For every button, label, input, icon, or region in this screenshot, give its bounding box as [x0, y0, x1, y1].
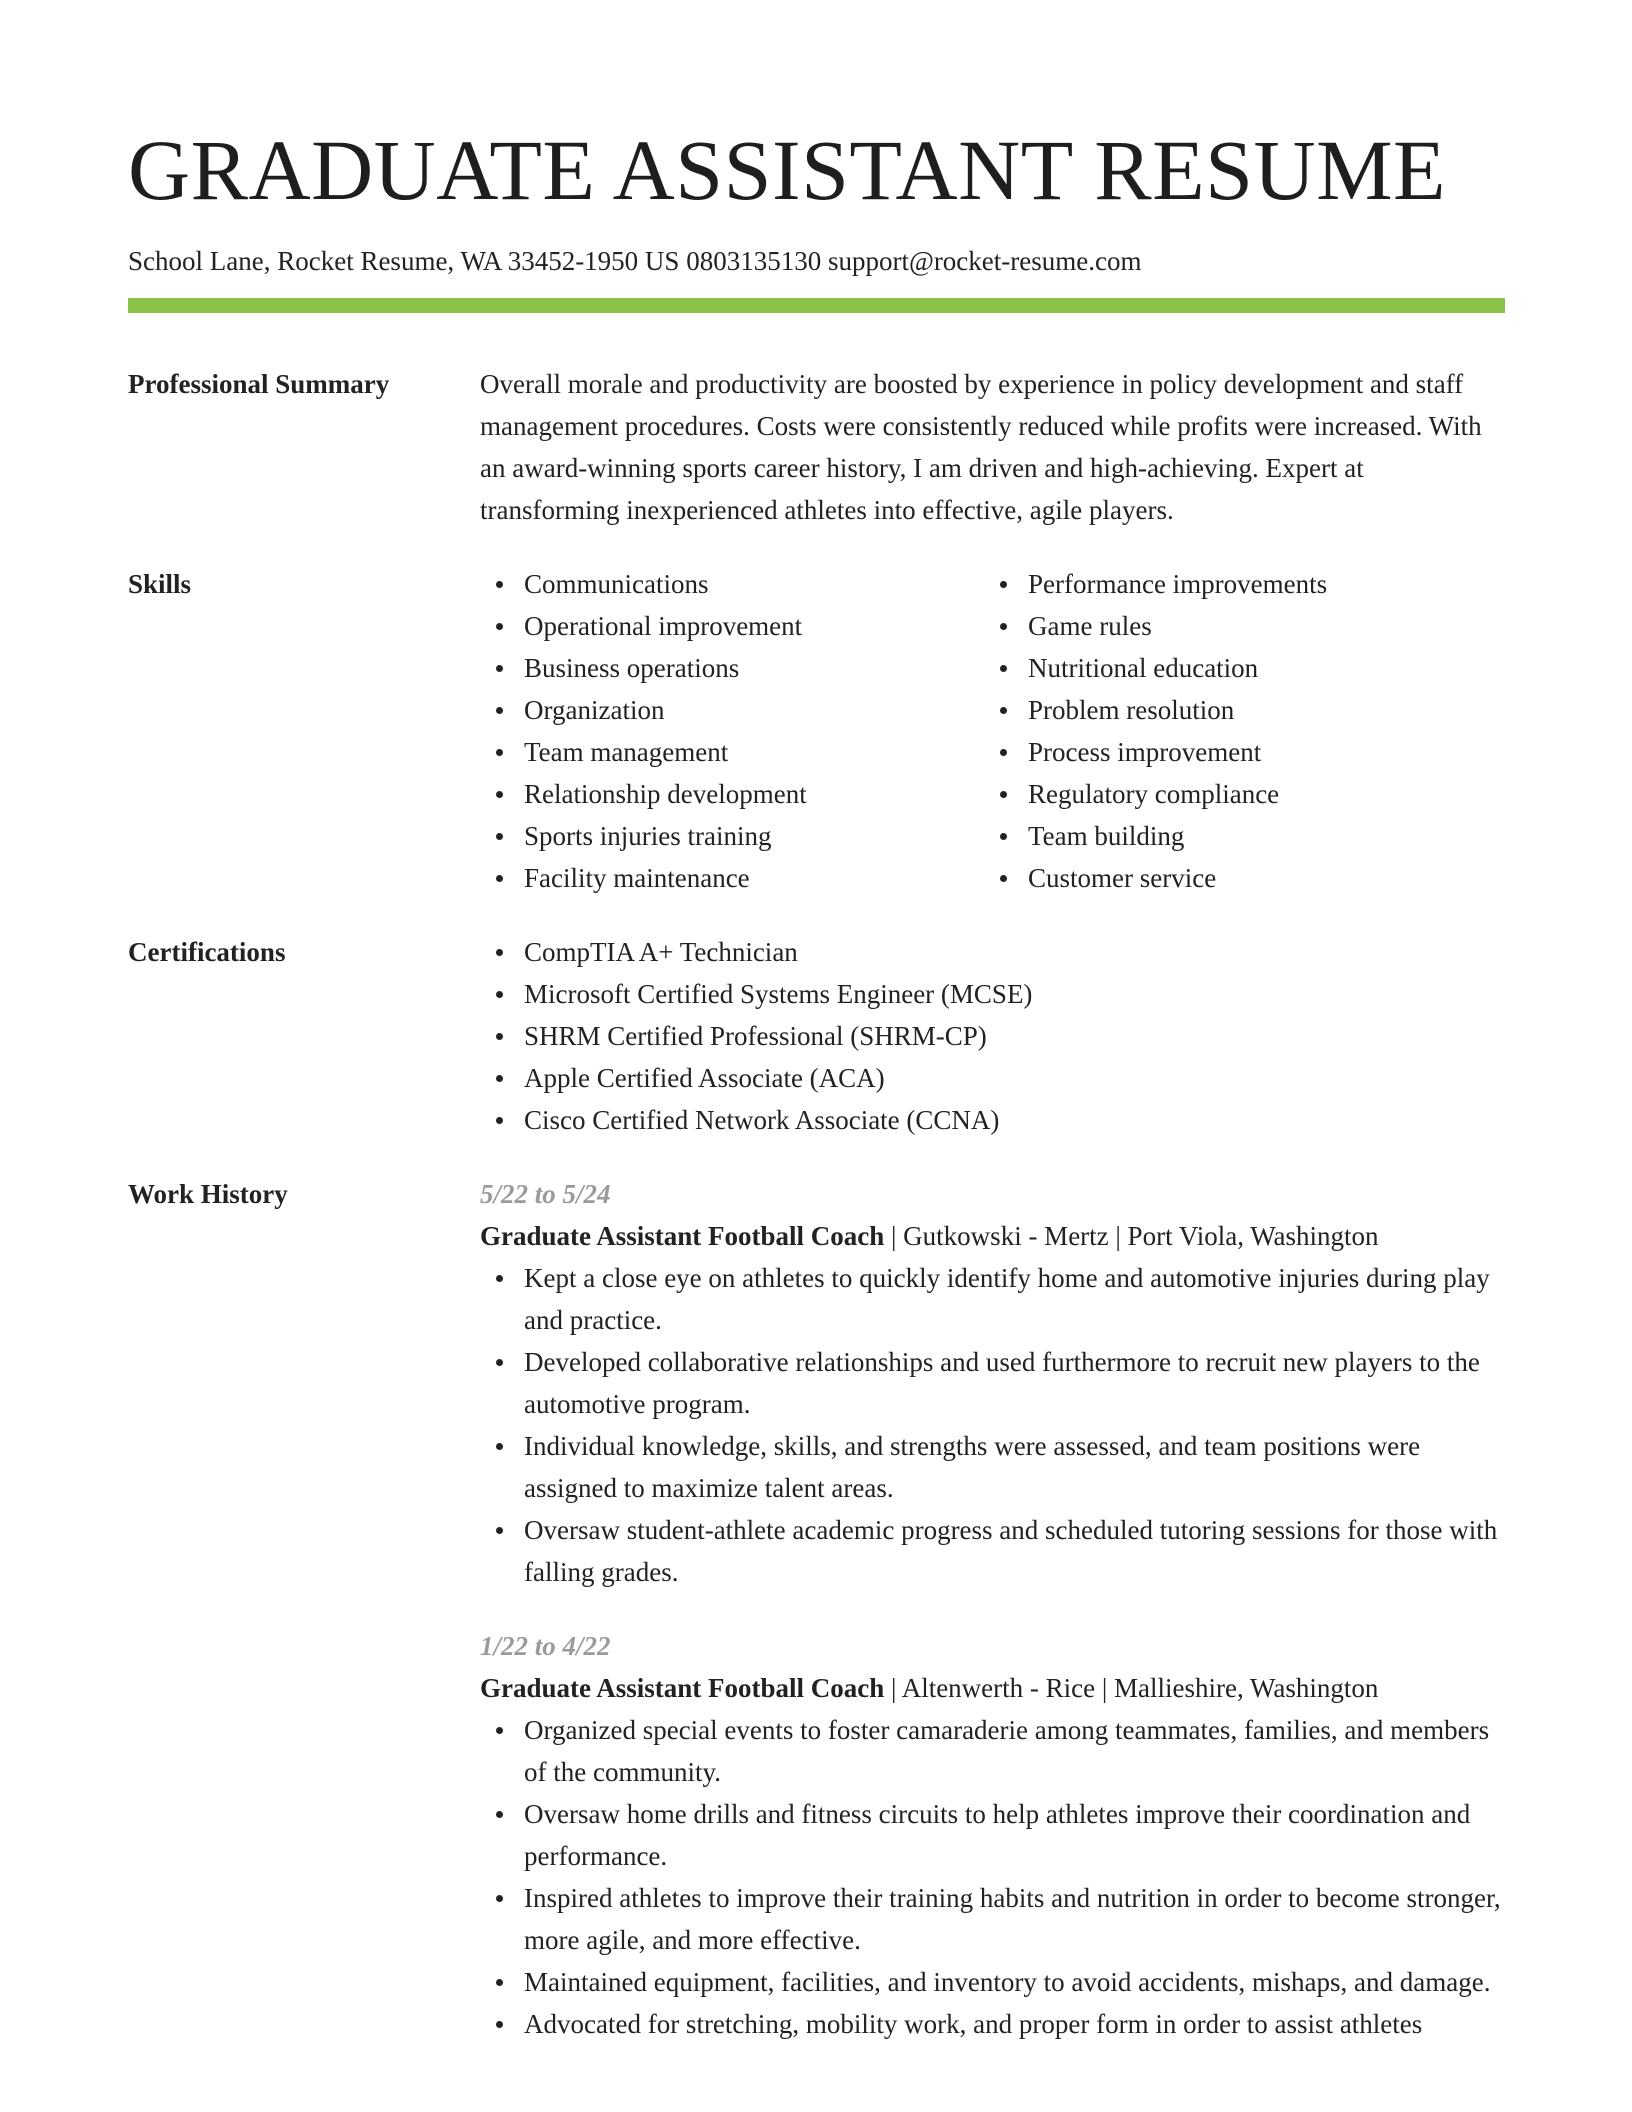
job-title: Graduate Assistant Football Coach: [480, 1673, 885, 1703]
skill-item: Regulatory compliance: [984, 773, 1488, 815]
job-duty-item: Inspired athletes to improve their training habits and nutrition in order to become stronger, more agile, and more effective.: [480, 1877, 1505, 1961]
summary-heading: Professional Summary: [128, 369, 390, 399]
job-header: [480, 1215, 1505, 1257]
job-duty-item: Organized special events to foster camaraderie among teammates, families, and members of the community.: [480, 1709, 1505, 1793]
certification-item: CompTIA A+ Technician: [480, 931, 1505, 973]
job-duty-item: Developed collaborative relationships and used furthermore to recruit new players to the automotive program.: [480, 1341, 1505, 1425]
skill-item: Performance improvements: [984, 563, 1488, 605]
certifications-heading: Certifications: [128, 937, 286, 967]
skill-item: Process improvement: [984, 731, 1488, 773]
job-duty-item: Oversaw student-athlete academic progress and scheduled tutoring sessions for those with falling grades.: [480, 1509, 1505, 1593]
skill-item: Communications: [480, 563, 984, 605]
job-title: Graduate Assistant Football Coach: [480, 1221, 885, 1251]
skill-item: Facility maintenance: [480, 857, 984, 899]
skills-list-right: [984, 563, 1488, 899]
certification-item: SHRM Certified Professional (SHRM-CP): [480, 1015, 1505, 1057]
job-duties-list: [480, 1709, 1505, 2045]
skill-item: Problem resolution: [984, 689, 1488, 731]
certification-item: Microsoft Certified Systems Engineer (MCSE): [480, 973, 1505, 1015]
certification-item: Cisco Certified Network Associate (CCNA): [480, 1099, 1505, 1141]
skill-item: Team building: [984, 815, 1488, 857]
job-duty-item: Kept a close eye on athletes to quickly identify home and automotive injuries during play and practice.: [480, 1257, 1505, 1341]
contact-email: support@rocket-resume.com: [827, 246, 1142, 276]
skills-section: [128, 563, 1505, 899]
job-details: | Gutkowski - Mertz | Port Viola, Washington: [884, 1221, 1379, 1251]
skill-item: Business operations: [480, 647, 984, 689]
job-duties-list: [480, 1257, 1505, 1593]
header-divider: [128, 298, 1505, 313]
job-duty-item: Maintained equipment, facilities, and inventory to avoid accidents, mishaps, and damage.: [480, 1961, 1505, 2003]
certification-item: Apple Certified Associate (ACA): [480, 1057, 1505, 1099]
skill-item: Operational improvement: [480, 605, 984, 647]
skill-item: Nutritional education: [984, 647, 1488, 689]
skill-item: Organization: [480, 689, 984, 731]
job-entry: [480, 1625, 1505, 2045]
job-details: | Altenwerth - Rice | Mallieshire, Washington: [884, 1673, 1379, 1703]
job-duty-item: Advocated for stretching, mobility work, and proper form in order to assist athletes: [480, 2003, 1505, 2045]
skills-list-left: [480, 563, 984, 899]
certifications-section: [128, 931, 1505, 1141]
resume-page: [128, 120, 1505, 2045]
job-duty-item: Individual knowledge, skills, and strengths were assessed, and team positions were assigned to maximize talent areas.: [480, 1425, 1505, 1509]
job-header: [480, 1667, 1505, 1709]
work-history-heading: Work History: [128, 1179, 288, 1209]
skill-item: Game rules: [984, 605, 1488, 647]
contact-phone: 0803135130: [686, 246, 822, 276]
job-dates: 1/22 to 4/22: [480, 1631, 611, 1661]
certifications-list: [480, 931, 1505, 1141]
work-history-section: [128, 1173, 1505, 2045]
skill-item: Team management: [480, 731, 984, 773]
skill-item: Customer service: [984, 857, 1488, 899]
contact-line: [128, 244, 1505, 278]
job-duty-item: Oversaw home drills and fitness circuits to help athletes improve their coordination and performance.: [480, 1793, 1505, 1877]
job-dates: 5/22 to 5/24: [480, 1179, 611, 1209]
contact-address: School Lane, Rocket Resume, WA 33452-1950 US: [128, 246, 680, 276]
skill-item: Sports injuries training: [480, 815, 984, 857]
skills-heading: Skills: [128, 569, 192, 599]
summary-text: Overall morale and productivity are boosted by experience in policy development and staff management procedures. Costs were consistently reduced while profits were increased. With an award-winning sports career history, I am driven and high-achieving. Expert at transforming inexperienced athletes into effective, agile players.: [480, 369, 1482, 525]
summary-section: [128, 363, 1505, 531]
job-entry: [480, 1173, 1505, 1593]
skill-item: Relationship development: [480, 773, 984, 815]
resume-title: GRADUATE ASSISTANT RESUME: [128, 122, 1447, 218]
